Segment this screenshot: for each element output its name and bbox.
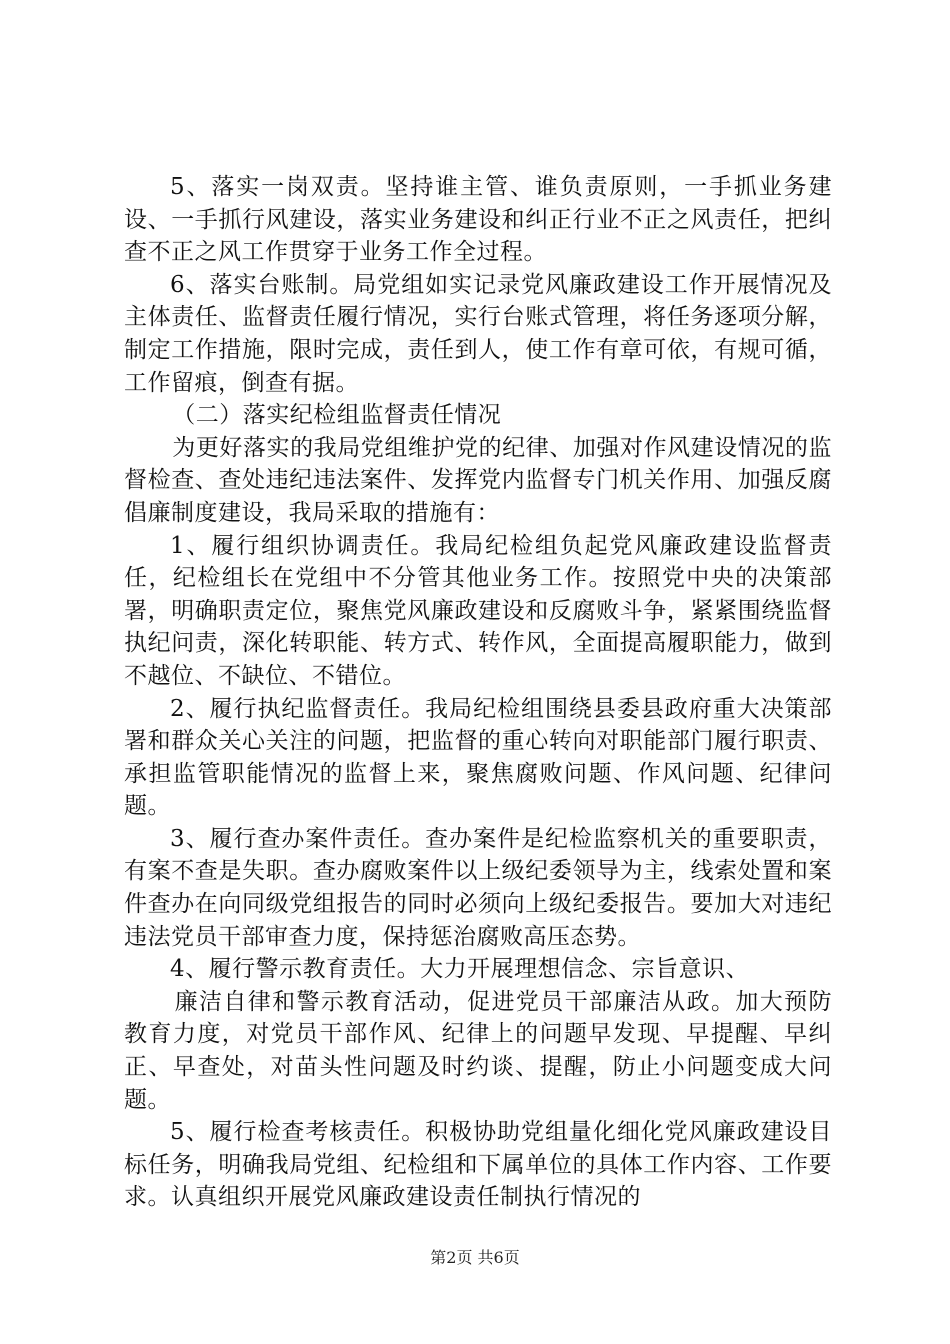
paragraph-4-continuation: 廉洁自律和警示教育活动，促进党员干部廉洁从政。加大预防教育力度，对党员干部作风、纪律上的问题早发现、早提醒、早纠正、早查处，对苗头性问题及时约谈、提醒，防止小问题变成大问题。 [124,988,832,1113]
document-body [124,171,832,1214]
paragraph-measures-intro: 为更好落实的我局党组维护党的纪律、加强对作风建设情况的监督检查、查处违纪违法案件、发挥党内监督专门机关作用、加强反腐倡廉制度建设，我局采取的措施有： [124,434,832,526]
paragraph-5-inspection: 5、履行检查考核责任。积极协助党组量化细化党风廉政建设目标任务，明确我局党组、纪检组和下属单位的具体工作内容、工作要求。认真组织开展党风廉政建设责任制执行情况的 [124,1119,832,1211]
section-heading-discipline-supervision: （二）落实纪检组监督责任情况 [172,402,502,429]
paragraph-1-coordination: 1、履行组织协调责任。我局纪检组负起党风廉政建设监督责任，纪检组长在党组中不分管其他业务工作。按照党中央的决策部署，明确职责定位，聚焦党风廉政建设和反腐败斗争，紧紧围绕监督执纪问责，深化转职能、转方式、转作风，全面提高履职能力，做到不越位、不缺位、不错位。 [124,532,832,689]
paragraph-5-one-post-dual-duty: 5、落实一岗双责。坚持谁主管、谁负责原则，一手抓业务建设、一手抓行风建设，落实业务建设和纠正行业不正之风责任，把纠查不正之风工作贯穿于业务工作全过程。 [124,174,832,266]
paragraph-6-ledger-system: 6、落实台账制。局党组如实记录党风廉政建设工作开展情况及主体责任、监督责任履行情况，实行台账式管理，将任务逐项分解，制定工作措施，限时完成，责任到人，使工作有章可依，有规可循，工作留痕，倒查有据。 [124,271,832,396]
page-number-footer: 第2页 共6页 [430,1248,520,1267]
paragraph-2-supervision: 2、履行执纪监督责任。我局纪检组围绕县委县政府重大决策部署和群众关心关注的问题，把监督的重心转向对职能部门履行职责、承担监管职能情况的监督上来，聚焦腐败问题、作风问题、纪律问题。 [124,695,832,820]
paragraph-3-case-handling: 3、履行查办案件责任。查办案件是纪检监察机关的重要职责，有案不查是失职。查办腐败案件以上级纪委领导为主，线索处置和案件查办在向同级党组报告的同时必须向上级纪委报告。要加大对违纪违法党员干部审查力度，保持惩治腐败高压态势。 [124,825,832,950]
paragraph-4-warning-education: 4、履行警示教育责任。大力开展理想信念、宗旨意识、 [170,956,750,983]
